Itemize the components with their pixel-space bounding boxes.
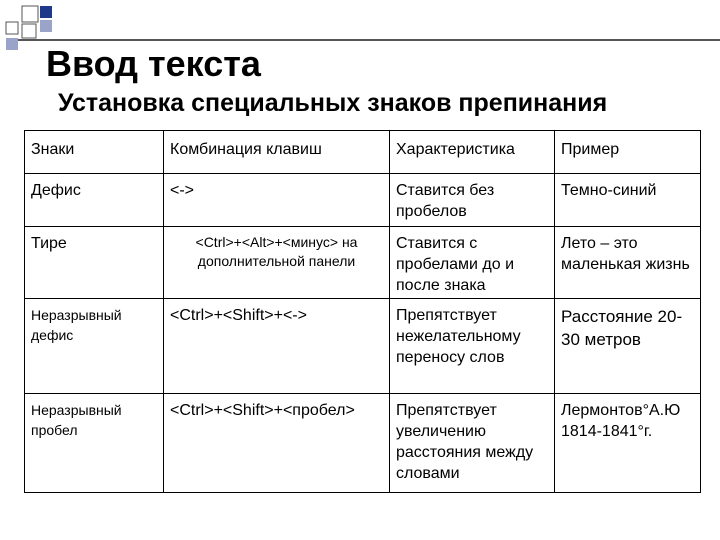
table-cell: <Ctrl>+<Alt>+<минус> на дополнительной панели (164, 227, 390, 299)
table-cell: Ставится без пробелов (390, 174, 555, 227)
table-cell: Неразрывный дефис (25, 299, 164, 394)
table-cell: <Ctrl>+<Shift>+<-> (164, 299, 390, 394)
table-cell: <-> (164, 174, 390, 227)
table-cell: Дефис (25, 174, 164, 227)
punctuation-table (24, 130, 701, 493)
table-cell: Лето – это маленькая жизнь (555, 227, 701, 299)
slide-subtitle: Установка специальных знаков препинания (58, 89, 608, 117)
table-row (25, 227, 701, 299)
header-cell: Комбинация клавиш (164, 131, 390, 174)
table-cell: Неразрывный пробел (25, 394, 164, 493)
table-cell: Лермонтов°А.Ю 1814-1841°г. (555, 394, 701, 493)
deco-square (40, 6, 52, 18)
header-cell: Знаки (25, 131, 164, 174)
table-header-row (25, 131, 701, 174)
deco-square (6, 38, 18, 50)
deco-square (40, 20, 52, 32)
table-cell: <Ctrl>+<Shift>+<пробел> (164, 394, 390, 493)
header-cell: Пример (555, 131, 701, 174)
deco-square (22, 24, 36, 38)
header-cell: Характеристика (390, 131, 555, 174)
table-cell: Препятствует нежелательному переносу слов (390, 299, 555, 394)
table-cell: Тире (25, 227, 164, 299)
table-row (25, 299, 701, 394)
slide-title: Ввод текста (46, 43, 261, 84)
table-row (25, 394, 701, 493)
table-cell: Ставится с пробелами до и после знака (390, 227, 555, 299)
deco-square (6, 22, 18, 34)
table-cell: Темно-синий (555, 174, 701, 227)
table-cell: Расстояние 20-30 метров (555, 299, 701, 394)
table-row (25, 174, 701, 227)
table-cell: Препятствует увеличению расстояния между словами (390, 394, 555, 493)
deco-square (22, 6, 38, 22)
